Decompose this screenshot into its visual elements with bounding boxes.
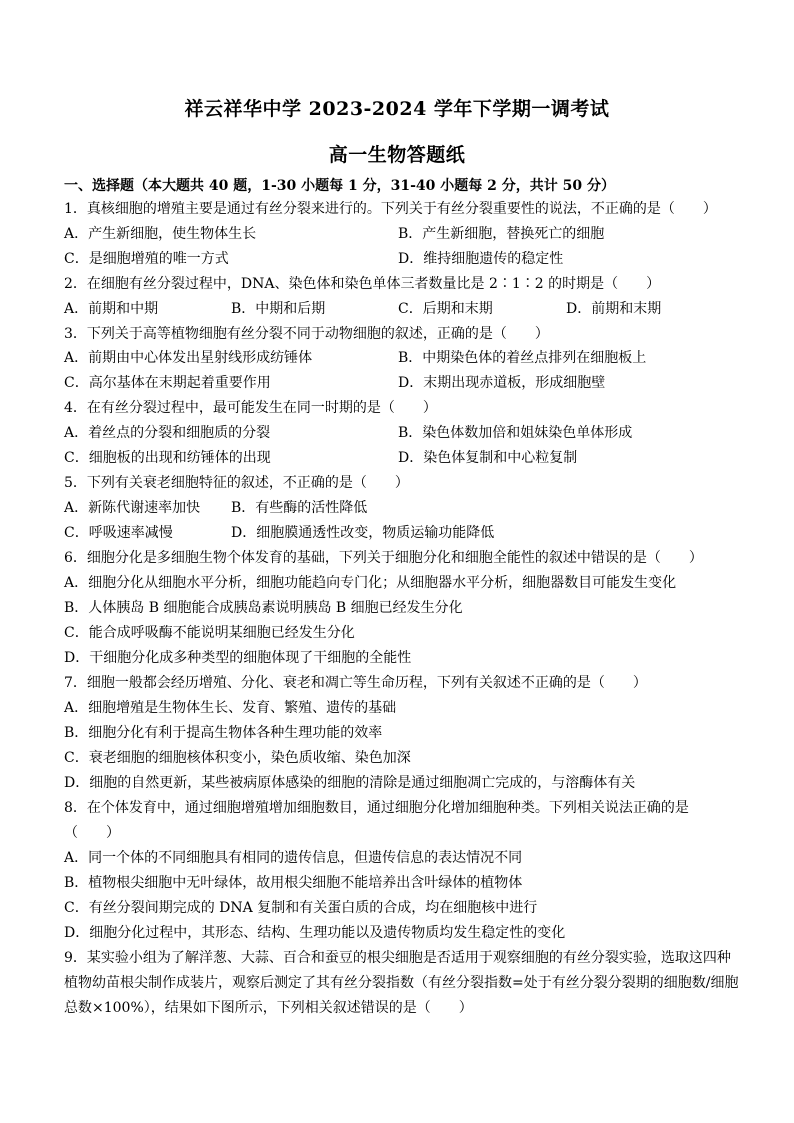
- question-8-option-c: C．有丝分裂间期完成的 DNA 复制和有关蛋白质的合成，均在细胞核中进行: [64, 900, 538, 916]
- question-3-option-c: C．高尔基体在末期起着重要作用: [64, 375, 271, 391]
- question-1-option-b: B．产生新细胞，替换死亡的细胞: [398, 226, 605, 242]
- question-6-option-d: D．干细胞分化成多种类型的细胞体现了干细胞的全能性: [64, 650, 412, 666]
- question-5-option-d: D．细胞膜通透性改变，物质运输功能降低: [231, 525, 495, 541]
- section-heading: 一、选择题（本大题共 40 题，1-30 小题每 1 分，31-40 小题每 2 分，共计 50 分）: [64, 178, 615, 194]
- question-2-option-a: A．前期和中期: [64, 301, 159, 317]
- question-4-option-d: D．染色体复制和中心粒复制: [398, 450, 578, 466]
- question-5-option-a: A．新陈代谢速率加快: [64, 500, 201, 516]
- question-6-option-b: B．人体胰岛 B 细胞能合成胰岛素说明胰岛 B 细胞已经发生分化: [64, 600, 463, 616]
- question-1-stem: 1．真核细胞的增殖主要是通过有丝分裂来进行的。下列关于有丝分裂重要性的说法，不正确的是（ ）: [64, 201, 717, 217]
- question-4-option-b: B．染色体数加倍和姐妹染色单体形成: [398, 425, 633, 441]
- exam-title: 祥云祥华中学 2023-2024 学年下学期一调考试: [184, 98, 610, 120]
- question-4-stem: 4．在有丝分裂过程中，最可能发生在同一时期的是（ ）: [64, 400, 437, 416]
- question-5-option-c: C．呼吸速率减慢: [64, 525, 173, 541]
- exam-subtitle: 高一生物答题纸: [328, 144, 466, 166]
- question-5-stem: 5．下列有关衰老细胞特征的叙述，不正确的是（ ）: [64, 475, 409, 491]
- question-3-option-a: A．前期由中心体发出星射线形成纺锤体: [64, 350, 313, 366]
- question-3-option-b: B．中期染色体的着丝点排列在细胞板上: [398, 350, 647, 366]
- question-9-stem-continued: 植物幼苗根尖制作成装片，观察后测定了其有丝分裂指数（有丝分裂指数=处于有丝分裂分裂期的细胞数/细胞: [64, 975, 739, 991]
- question-7-option-d: D．细胞的自然更新，某些被病原体感染的细胞的清除是通过细胞凋亡完成的，与溶酶体有关: [64, 775, 636, 791]
- question-3-stem: 3．下列关于高等植物细胞有丝分裂不同于动物细胞的叙述，正确的是（ ）: [64, 326, 549, 342]
- question-2-option-b: B．中期和后期: [231, 301, 326, 317]
- question-4-option-c: C．细胞板的出现和纺锤体的出现: [64, 450, 271, 466]
- question-6-stem: 6．细胞分化是多细胞生物个体发育的基础，下列关于细胞分化和细胞全能性的叙述中错误的是（ ）: [64, 550, 703, 566]
- question-5-option-b: B．有些酶的活性降低: [231, 500, 368, 516]
- question-1-option-d: D．维持细胞遗传的稳定性: [398, 251, 564, 267]
- question-2-stem: 2．在细胞有丝分裂过程中，DNA、染色体和染色单体三者数量比是 2∶1∶2 的时期是（ ）: [64, 276, 661, 292]
- question-8-option-b: B．植物根尖细胞中无叶绿体，故用根尖细胞不能培养出含叶绿体的植物体: [64, 875, 523, 891]
- question-2-option-c: C．后期和末期: [398, 301, 493, 317]
- question-7-option-b: B．细胞分化有利于提高生物体各种生理功能的效率: [64, 725, 383, 741]
- question-1-option-a: A．产生新细胞，使生物体生长: [64, 226, 257, 242]
- question-6-option-a: A．细胞分化从细胞水平分析，细胞功能趋向专门化；从细胞器水平分析，细胞器数目可能发生变化: [64, 575, 677, 591]
- question-9-stem-continued-2: 总数×100%），结果如下图所示，下列相关叙述错误的是（ ）: [64, 1000, 473, 1016]
- question-8-stem-continued: （ ）: [64, 825, 120, 841]
- question-8-option-a: A．同一个体的不同细胞具有相同的遗传信息，但遗传信息的表达情况不同: [64, 850, 523, 866]
- question-8-stem: 8．在个体发育中，通过细胞增殖增加细胞数目，通过细胞分化增加细胞种类。下列相关说法正确的是: [64, 800, 689, 816]
- question-3-option-d: D．末期出现赤道板，形成细胞壁: [398, 375, 606, 391]
- question-8-option-d: D．细胞分化过程中，其形态、结构、生理功能以及遗传物质均发生稳定性的变化: [64, 925, 566, 941]
- question-1-option-c: C．是细胞增殖的唯一方式: [64, 251, 229, 267]
- question-7-option-a: A．细胞增殖是生物体生长、发育、繁殖、遗传的基础: [64, 700, 397, 716]
- question-7-stem: 7．细胞一般都会经历增殖、分化、衰老和凋亡等生命历程，下列有关叙述不正确的是（ ）: [64, 675, 647, 691]
- question-7-option-c: C．衰老细胞的细胞核体积变小，染色质收缩、染色加深: [64, 750, 411, 766]
- question-6-option-c: C．能合成呼吸酶不能说明某细胞已经发生分化: [64, 625, 355, 641]
- question-9-stem: 9．某实验小组为了解洋葱、大蒜、百合和蚕豆的根尖细胞是否适用于观察细胞的有丝分裂实验，选取这四种: [64, 950, 731, 966]
- question-4-option-a: A．着丝点的分裂和细胞质的分裂: [64, 425, 271, 441]
- question-2-option-d: D．前期和末期: [566, 301, 662, 317]
